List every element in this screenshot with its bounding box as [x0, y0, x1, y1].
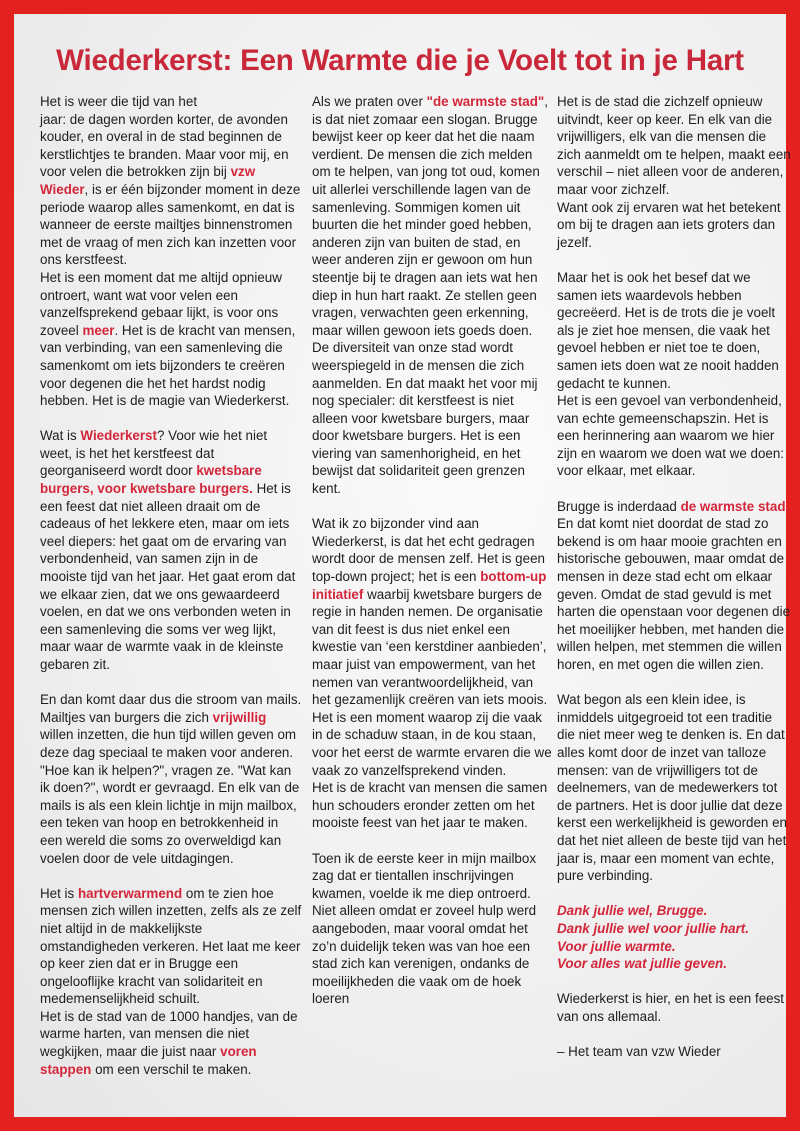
highlighted-text: bottom-up initiatief: [312, 569, 547, 602]
body-text: waarbij kwetsbare burgers de regie in handen nemen. De organisatie van dit feest is dus niet enkel een kwestie van ‘een kerstdiner aanbieden’, maar juist van empowerment, van het nemen van verantwoordelijkheid, van het gezamenlijk creëren van iets moois. Het is een moment waarop zij die vaak in de schaduw staan, in de kou staan, voor het eerst de warmte ervaren die we vaak zo vanzelfsprekend vinden.: [312, 586, 552, 778]
body-text: Het is de stad van de 1000 handjes, van de warme harten, van mensen die niet wegkijken, maar die juist naar: [40, 1008, 298, 1060]
highlighted-text: meer: [82, 322, 115, 338]
paragraph: [40, 427, 302, 673]
body-text: Brugge is inderdaad: [557, 498, 681, 514]
body-text: Het is een gevoel van verbondenheid, van echte gemeenschapszin. Het is een herinnering aan waarom we hier zijn en waarom we doen wat we doen: voor elkaar, met elkaar.: [557, 393, 785, 479]
body-text: Toen ik de eerste keer in mijn mailbox zag dat er tientallen inschrijvingen kwamen, voelde ik me diep ontroerd. Niet alleen omdat er zoveel hulp werd aangeboden, maar vooral omdat het zo’n duidelijk teken was van hoe een stad zich kan verenigen, ondanks de moeilijkheden die vaak om de hoek loeren: [312, 850, 537, 1007]
text-line: [557, 902, 793, 920]
body-text: Het is een moment dat me altijd opnieuw ontroert, want wat voor velen een vanzelfsprekend gebaar lijkt, is voor ons zoveel: [40, 269, 282, 338]
text-line: [557, 498, 793, 674]
body-text: . Het is de kracht van mensen, van verbinding, van een samenleving die samenkomt om iets bijzonders te creëren voor degenen die het het hardst nodig hebben. Het is de magie van Wiederkerst.: [40, 322, 296, 409]
body-text: – Het team van vzw Wieder: [557, 1044, 721, 1060]
text-line: [312, 779, 552, 832]
page-title: Wiederkerst: Een Warmte die je Voelt tot in je Hart: [56, 44, 744, 77]
highlighted-text: vrijwillig: [212, 709, 267, 725]
body-text: Want ook zij ervaren wat het betekent om bij te dragen aan iets groters dan jezelf.: [557, 199, 781, 250]
paragraph: [557, 990, 793, 1025]
text-line: [557, 990, 793, 1025]
body-text: Maar het is ook het besef dat we samen iets waardevols hebben gecreëerd. Het is de trots die je voelt als je ziet hoe mensen, die vaak het gevoel hebben er niet toe te doen, samen iets doen wat ze nooit hadden gedacht te kunnen.: [557, 269, 779, 391]
body-text: willen inzetten, die hun tijd willen geven om deze dag speciaal te maken voor anderen. "Hoe kan ik helpen?", vragen ze. "Wat kan ik doen?", wordt er gevraagd. En elk van de mails is als een klein lichtje in mijn mailbox, een teken van hoop en betrokkenheid in een wereld die soms zo overweldigd kan voelen door de vele uitdagingen.: [40, 727, 300, 866]
text-line: [557, 691, 793, 885]
body-text: Wat is: [40, 428, 81, 444]
text-line: [312, 850, 552, 1008]
body-text: ? Voor wie het niet weet, is het het kerstfeest dat georganiseerd wordt door: [40, 428, 268, 479]
highlighted-text: Dank jullie wel voor jullie hart.: [557, 920, 749, 936]
text-line: [40, 111, 302, 269]
highlighted-text: Voor alles wat jullie geven.: [557, 956, 727, 972]
body-text: jaar: de dagen worden korter, de avonden kouder, en overal in de stad beginnen de kerstlichtjes te branden. Maar voor mij, en voor velen die betrokken zijn bij: [40, 111, 289, 180]
text-line: [40, 1008, 302, 1078]
text-line: [40, 269, 302, 410]
body-text: En dat komt niet doordat de stad zo bekend is om haar mooie grachten en historische gebouwen, maar omdat de mensen in deze stad echt om elkaar geven. Omdat de stad gevuld is met harten die openstaan voor degenen die het moeilijker hebben, met handen die willen helpen, met stemmen die willen horen, en met ogen die willen zien.: [557, 516, 791, 672]
text-line: [557, 938, 793, 956]
paragraph: [40, 885, 302, 1079]
body-text: Het is weer die tijd van het: [40, 94, 198, 109]
highlighted-text: Dank jullie wel, Brugge.: [557, 903, 708, 919]
text-line: [40, 427, 302, 673]
text-column-1: [40, 93, 302, 1096]
body-text: om een verschil te maken.: [91, 1061, 252, 1077]
text-line: [557, 920, 793, 938]
highlighted-text: Wiederkerst: [80, 428, 157, 444]
highlighted-text: vzw Wieder: [40, 164, 256, 197]
text-line: [312, 93, 552, 498]
paragraph: [557, 269, 793, 480]
text-line: [312, 515, 552, 779]
paragraph: [557, 498, 793, 674]
body-text: Het is een feest dat niet alleen draait om de cadeaus of het lekkere eten, maar om iets veel diepers: het gaat om de ervaring van verbondenheid, van samen zijn in de mooiste tijd van het jaar. Het gaat erom dat we elkaar zien, dat we ons gewaardeerd voelen, en dat we ons verbonden weten in een samenleving die soms ver weg lijkt, maar waar de warmte vaak in de kleinste gebaren zit.: [40, 481, 296, 672]
paragraph: [557, 902, 793, 972]
body-text: Als we praten over: [312, 94, 427, 109]
body-text: Het is de kracht van mensen die samen hun schouders eronder zetten om het mooiste feest van het jaar te maken.: [312, 780, 548, 831]
body-text: Wiederkerst is hier, en het is een feest van ons allemaal.: [557, 991, 785, 1024]
text-line: [557, 955, 793, 973]
highlighted-text: hartverwarmend: [77, 885, 183, 901]
highlighted-text: "de warmste stad": [426, 94, 545, 109]
paragraph: [40, 93, 302, 410]
paragraph: [40, 691, 302, 867]
text-line: [557, 93, 793, 199]
paragraph: [557, 93, 793, 251]
paragraph: [557, 691, 793, 885]
document-page: [14, 14, 791, 1117]
highlighted-text: Voor jullie warmte.: [557, 938, 676, 954]
text-column-2: [312, 93, 552, 1025]
body-text: Het is de stad die zichzelf opnieuw uitvindt, keer op keer. En elk van die vrijwilligers, elk van die mensen die zich aanmeldt om te helpen, maakt een verschil – niet alleen voor de anderen, maar voor zichzelf.: [557, 94, 791, 197]
text-line: [557, 1043, 793, 1061]
text-line: [40, 885, 302, 1008]
body-text: Wat begon als een klein idee, is inmiddels uitgegroeid tot een traditie die niet meer weg te denken is. En dat alles komt door de inzet van talloze mensen: van de vrijwilligers tot de deelnemers, van de medewerkers tot de partners. Het is door jullie dat deze kerst een werkelijkheid is geworden en dat het niet alleen de beste tijd van het jaar is, maar een moment van echte, pure verbinding.: [557, 692, 787, 884]
text-line: [557, 269, 793, 392]
text-line: [40, 93, 302, 111]
body-text: Wat ik zo bijzonder vind aan Wiederkerst, is dat het echt gedragen wordt door de mensen zelf. Het is geen top-down project; het is een: [312, 516, 545, 585]
body-text: om te zien hoe mensen zich willen inzetten, zelfs als ze zelf niet altijd in de makkelijkste omstandigheden verkeren. Het laat me keer op keer zien dat er in Brugge een ongelooflijke kracht van solidariteit en medemenselijkheid schuilt.: [40, 885, 302, 1007]
paragraph: [312, 93, 552, 498]
text-line: [557, 392, 793, 480]
text-line: [557, 199, 793, 252]
highlighted-text: de warmste stad.: [680, 498, 790, 514]
body-text: En dan komt daar dus die stroom van mails. Mailtjes van burgers die zich: [40, 692, 302, 725]
highlighted-text: kwetsbare burgers, voor kwetsbare burgers.: [40, 463, 262, 497]
highlighted-text: voren stappen: [40, 1044, 257, 1077]
body-text: , is er één bijzonder moment in deze periode waarop alles samenkomt, en dat is wanneer de eerste mailtjes binnenstromen met de vraag of men zich kan inzetten voor ons kerstfeest.: [40, 181, 301, 268]
paragraph: [312, 515, 552, 832]
text-column-3: [557, 93, 793, 1078]
text-line: [40, 691, 302, 867]
paragraph: [557, 1043, 793, 1061]
paragraph: [312, 850, 552, 1008]
body-text: Het is: [40, 885, 78, 901]
body-text: , is dat niet zomaar een slogan. Brugge bewijst keer op keer dat het die naam verdient. De mensen die zich melden om te helpen, van jong tot oud, komen uit allerlei verschillende lagen van de samenleving. Sommigen komen uit buurten die het minder goed hebben, anderen zijn van buiten de stad, en weer anderen zijn er gewoon om hun steentje bij te dragen aan iets wat hen diep in hun hart raakt. Ze stellen geen vragen, verwachten geen erkenning, maar willen gewoon iets goeds doen. De diversiteit van onze stad wordt weerspiegeld in de mensen die zich aanmelden. En dat maakt het voor mij nog specialer: dit kerstfeest is niet alleen voor kwetsbare burgers, maar door kwetsbare burgers. Het is een viering van samenhorigheid, en het bewijst dat solidariteit geen grenzen kent.: [312, 94, 548, 497]
